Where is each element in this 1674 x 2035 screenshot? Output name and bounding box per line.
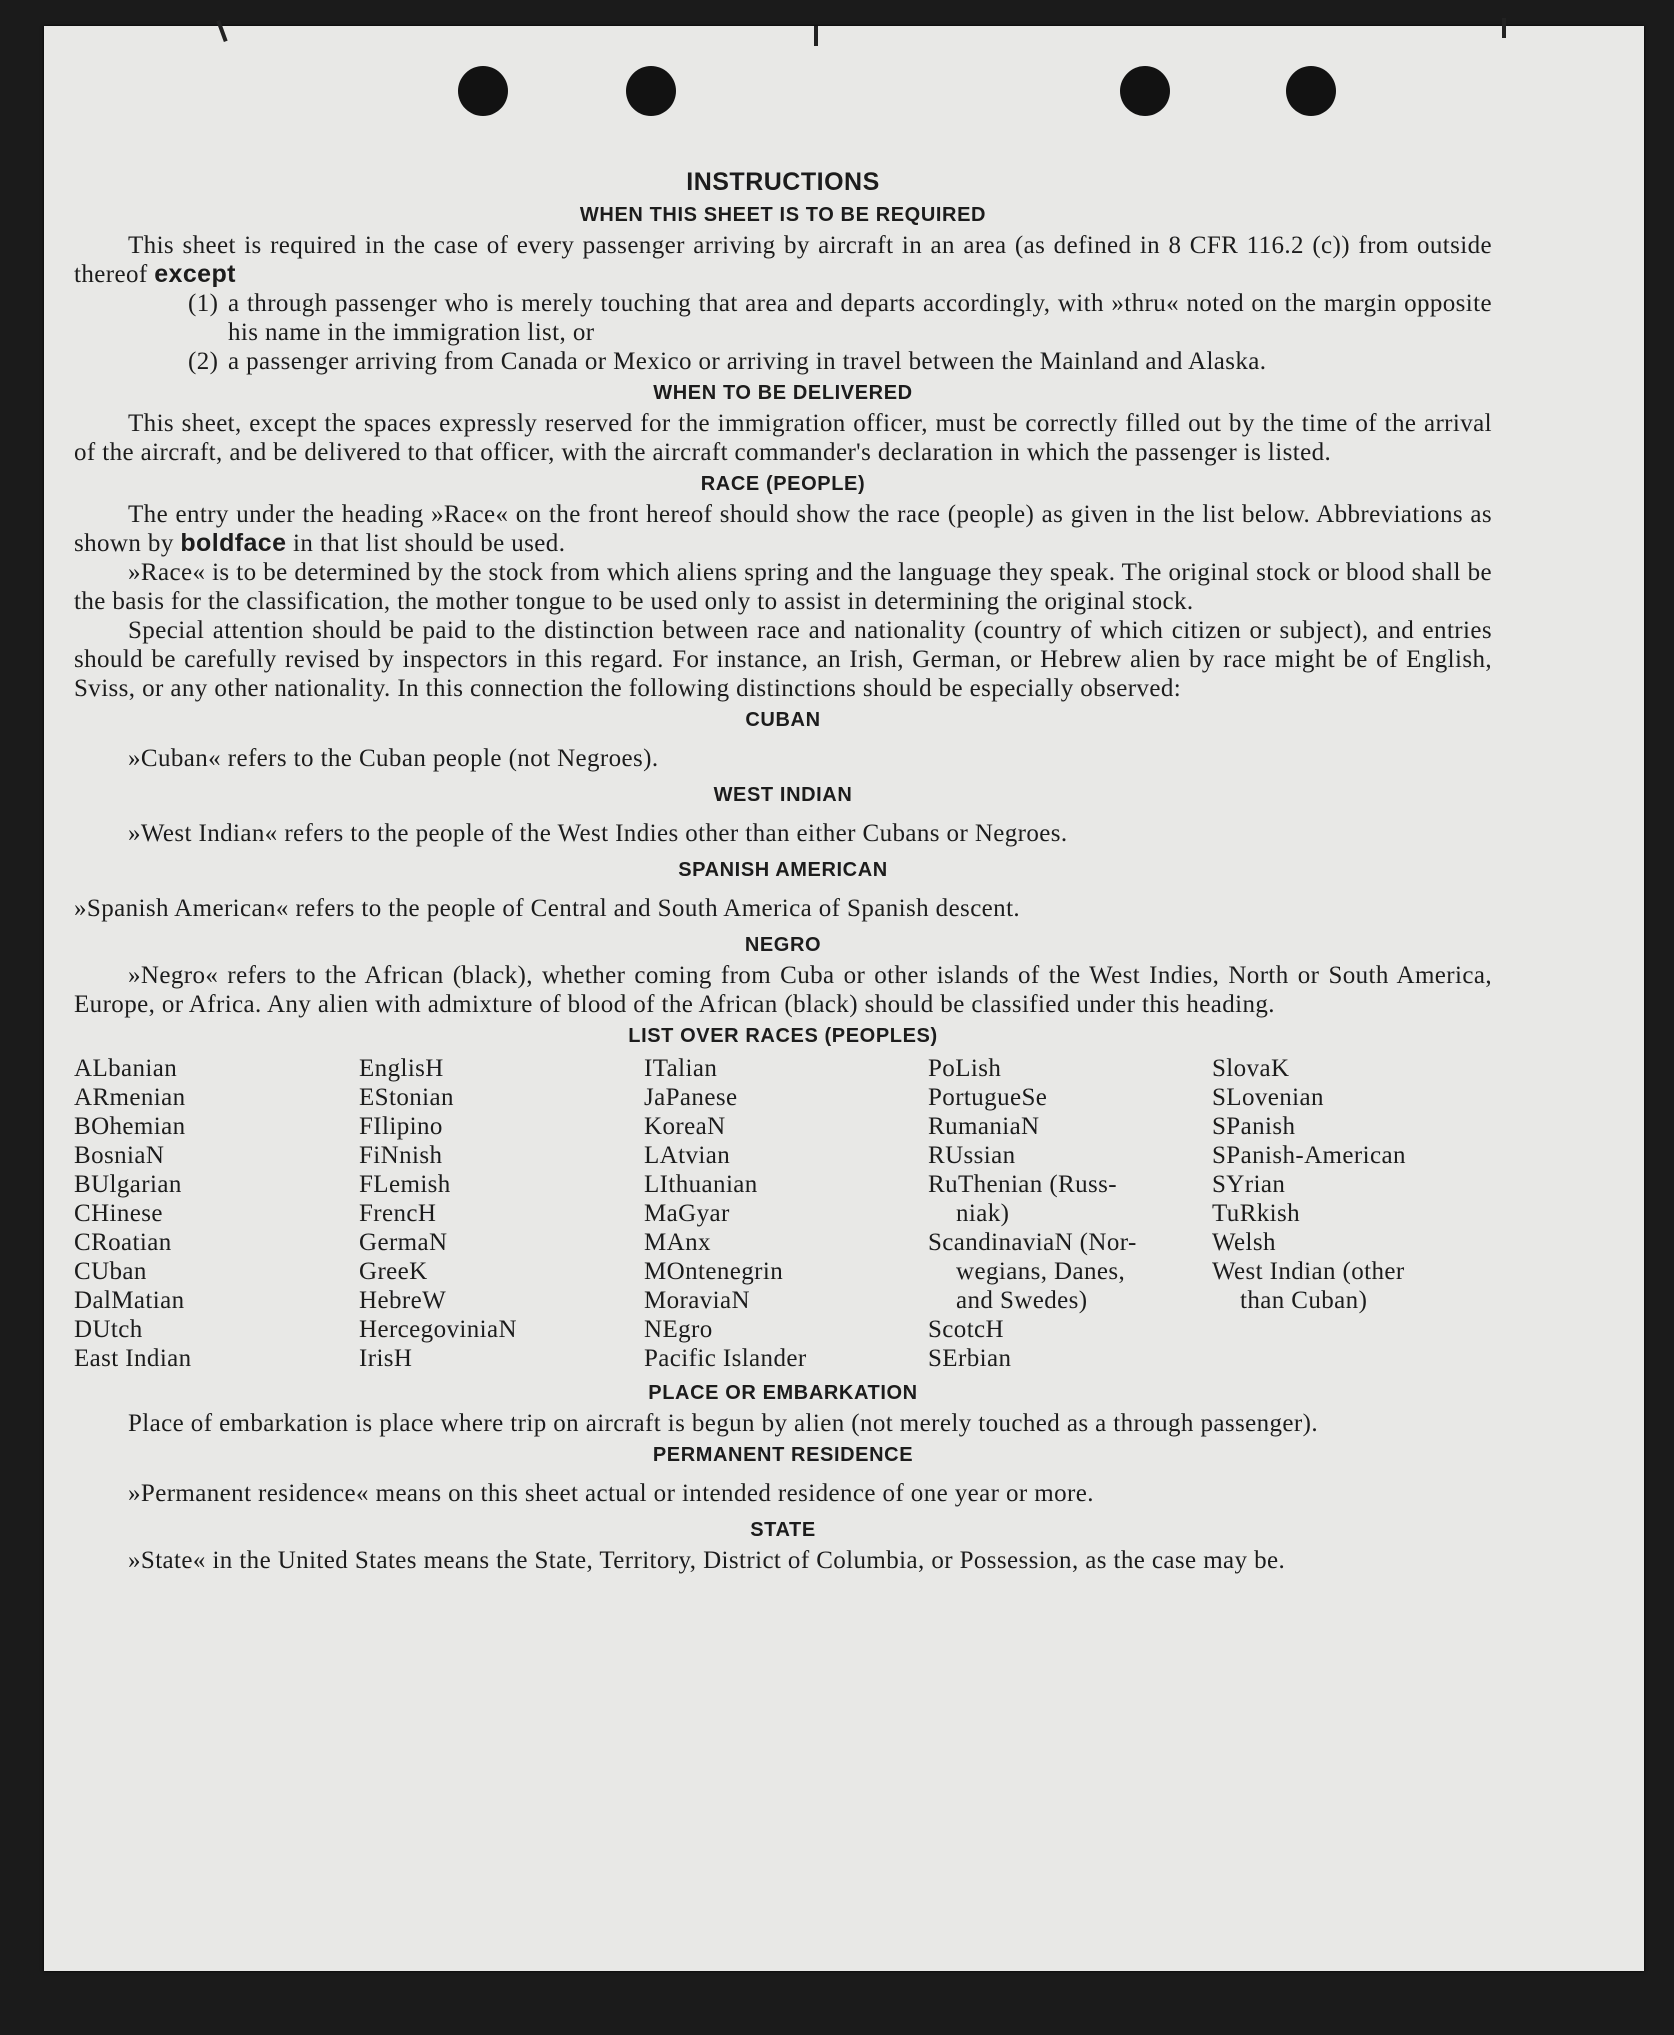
embarkation-paragraph: Place of embarkation is place where trip on aircraft is begun by alien (not merely touched as a through passenger). [128, 1410, 1319, 1437]
list-item-number: (2) [188, 348, 219, 375]
races-column-3 [644, 1054, 928, 1373]
list-item: MaGyar [644, 1200, 730, 1227]
section-heading-negro: NEGRO [744, 934, 822, 956]
instructions-content [74, 168, 1492, 1575]
list-item: EnglisH [359, 1055, 444, 1082]
list-item: PoLish [928, 1055, 1002, 1082]
races-column-1 [74, 1054, 359, 1373]
cuban-paragraph: »Cuban« refers to the Cuban people (not Negroes). [128, 745, 659, 772]
list-item: DalMatian [74, 1287, 185, 1314]
list-item: MoraviaN [644, 1287, 750, 1314]
race-p1-after: in that list should be used. [293, 530, 566, 557]
list-item: MAnx [644, 1229, 711, 1256]
list-item-number: (1) [188, 290, 219, 317]
race-p1-bold: boldface [180, 529, 287, 557]
list-item-text: a through passenger who is merely touching that area and departs accordingly, with »thru« noted on the margin opposite his name in the immigration list, or [228, 290, 1492, 346]
section-heading-permanent-residence: PERMANENT RESIDENCE [652, 1444, 914, 1466]
races-column-2 [359, 1054, 644, 1373]
list-item: IrisH [359, 1345, 413, 1372]
section-heading-when-required: WHEN THIS SHEET IS TO BE REQUIRED [579, 204, 987, 226]
list-item: wegians, Danes, [956, 1258, 1126, 1285]
list-item: BUlgarian [74, 1171, 182, 1198]
list-item: East Indian [74, 1345, 192, 1372]
list-item-text: a passenger arriving from Canada or Mexico or arriving in travel between the Mainland and Alaska. [228, 348, 1267, 375]
list-item: BOhemian [74, 1113, 186, 1140]
list-item: BosniaN [74, 1142, 165, 1169]
list-item: GreeK [359, 1258, 428, 1285]
list-item [188, 347, 1492, 376]
list-item: SPanish-American [1212, 1142, 1406, 1169]
list-item: FLemish [359, 1171, 451, 1198]
race-paragraph-3: Special attention should be paid to the distinction between race and nationality (country of which citizen or subject), and entries should be carefully revised by inspectors in this regard. For instance, an Irish, German, or Hebrew alien by race might be of English, Sviss, or any other nationality. In this connection the following distinctions should be especially observed: [74, 617, 1492, 702]
list-item: ARmenian [74, 1084, 186, 1111]
when-required-paragraph [74, 231, 1492, 289]
staple-mark [216, 20, 227, 42]
when-delivered-paragraph: This sheet, except the spaces expressly reserved for the immigration officer, must be correctly filled out by the time of the arrival of the aircraft, and be delivered to that officer, with the aircraft commander's declaration in which the passenger is listed. [74, 410, 1492, 466]
list-item: SPanish [1212, 1113, 1296, 1140]
list-item: SErbian [928, 1345, 1012, 1372]
list-item: SlovaK [1212, 1055, 1290, 1082]
race-paragraph-2: »Race« is to be determined by the stock from which aliens spring and the language they speak. The original stock or blood shall be the basis for the classification, the mother tongue to be used only to assist in determining the original stock. [74, 559, 1492, 615]
list-item: CUban [74, 1258, 147, 1285]
list-item: than Cuban) [1240, 1287, 1368, 1314]
state-paragraph: »State« in the United States means the State, Territory, District of Columbia, or Possession, as the case may be. [128, 1547, 1286, 1574]
west-indian-paragraph: »West Indian« refers to the people of the West Indies other than either Cubans or Negroes. [128, 820, 1068, 847]
list-item: ScotcH [928, 1316, 1004, 1343]
list-item: NEgro [644, 1316, 713, 1343]
list-item: FiNnish [359, 1142, 443, 1169]
list-item: LIthuanian [644, 1171, 758, 1198]
permanent-residence-paragraph: »Permanent residence« means on this sheet actual or intended residence of one year or more. [128, 1480, 1094, 1507]
list-item: and Swedes) [956, 1287, 1088, 1314]
negro-paragraph: »Negro« refers to the African (black), whether coming from Cuba or other islands of the West Indies, North or South America, Europe, or Africa. Any alien with admixture of blood of the African (black) should be classified under this heading. [74, 962, 1492, 1018]
list-item: PortugueSe [928, 1084, 1048, 1111]
race-paragraph-1 [74, 500, 1492, 558]
list-item: ALbanian [74, 1055, 178, 1082]
list-item: TuRkish [1212, 1200, 1301, 1227]
list-item: Welsh [1212, 1229, 1276, 1256]
section-heading-west-indian: WEST INDIAN [713, 784, 853, 806]
list-item: FIlipino [359, 1113, 443, 1140]
document-sheet [44, 26, 1644, 1971]
staple-mark [1502, 18, 1506, 38]
list-item: CRoatian [74, 1229, 172, 1256]
list-item: SLovenian [1212, 1084, 1324, 1111]
page-title: INSTRUCTIONS [686, 168, 880, 196]
list-item: ScandinaviaN (Nor- [928, 1229, 1137, 1256]
list-item: RUssian [928, 1142, 1016, 1169]
staple-mark [814, 26, 818, 46]
when-required-intro: This sheet is required in the case of every passenger arriving by aircraft in an area (as defined in 8 CFR 116.2 (c)) from outside thereof [74, 232, 1492, 288]
list-item: West Indian (other [1212, 1258, 1405, 1285]
list-item: HebreW [359, 1287, 447, 1314]
punch-hole [1120, 66, 1170, 116]
list-item: DUtch [74, 1316, 143, 1343]
list-item [188, 289, 1492, 347]
list-item: CHinese [74, 1200, 163, 1227]
list-item: SYrian [1212, 1171, 1286, 1198]
race-p1-text: The entry under the heading »Race« on the front hereof should show the race (people) as given in the list below. Abbreviations as shown by [74, 501, 1492, 557]
races-list [74, 1054, 1492, 1373]
section-heading-embarkation: PLACE OR EMBARKATION [648, 1382, 918, 1404]
list-item: EStonian [359, 1084, 454, 1111]
when-required-except: except [154, 260, 236, 288]
section-heading-cuban: CUBAN [745, 709, 821, 731]
list-item: FrencH [359, 1200, 437, 1227]
spanish-american-paragraph: »Spanish American« refers to the people of Central and South America of Spanish descent. [74, 895, 1021, 922]
punch-hole [1286, 66, 1336, 116]
punch-hole [458, 66, 508, 116]
list-item: KoreaN [644, 1113, 726, 1140]
section-heading-races-list: LIST OVER RACES (PEOPLES) [628, 1025, 938, 1047]
list-item: HercegoviniaN [359, 1316, 517, 1343]
list-item: ITalian [644, 1055, 718, 1082]
section-heading-when-delivered: WHEN TO BE DELIVERED [653, 382, 913, 404]
list-item: RumaniaN [928, 1113, 1040, 1140]
section-heading-state: STATE [750, 1519, 816, 1541]
section-heading-race: RACE (PEOPLE) [700, 473, 866, 495]
list-item: MOntenegrin [644, 1258, 784, 1285]
list-item: GermaN [359, 1229, 448, 1256]
list-item: niak) [956, 1200, 1010, 1227]
races-column-5 [1212, 1054, 1496, 1373]
section-heading-spanish-american: SPANISH AMERICAN [678, 859, 888, 881]
list-item: Pacific Islander [644, 1345, 807, 1372]
list-item: LAtvian [644, 1142, 731, 1169]
punch-hole [626, 66, 676, 116]
list-item: JaPanese [644, 1084, 738, 1111]
list-item: RuThenian (Russ- [928, 1171, 1118, 1198]
races-column-4 [928, 1054, 1212, 1373]
